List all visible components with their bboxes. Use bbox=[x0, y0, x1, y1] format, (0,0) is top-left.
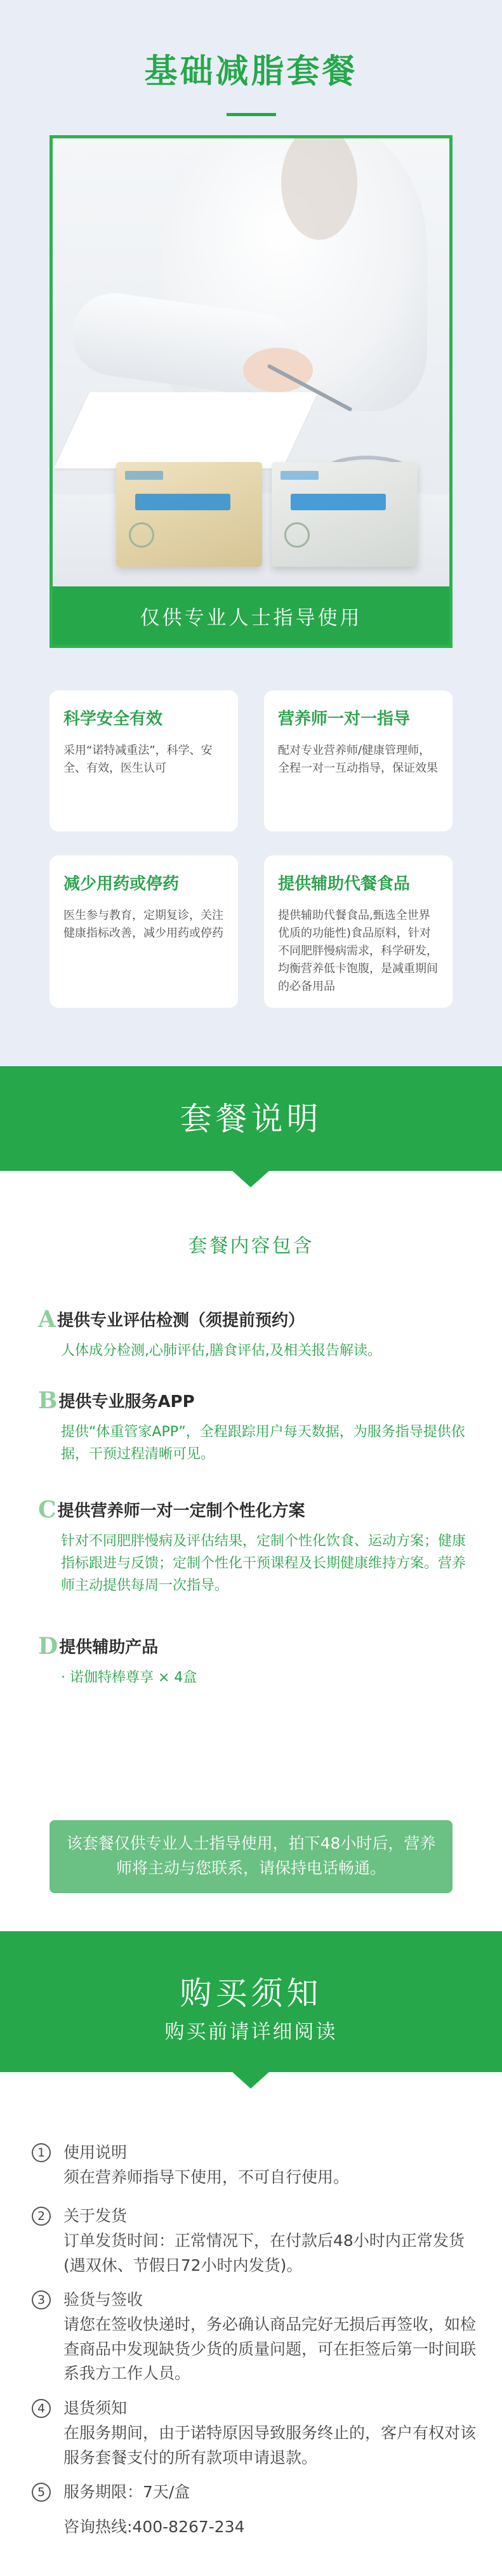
feature-desc: 配对专业营养师/健康管理师，全程一对一互动指导，保证效果 bbox=[278, 744, 438, 775]
product-logo bbox=[281, 471, 319, 480]
rule-text: 验货与签收 请您在签收快递时，务必确认商品完好无损后再签收，如检查商品中发现缺货少货的质量问题，可在拒签后第一时间联系我方工作人员。 bbox=[63, 2290, 477, 2383]
product-label-stripe bbox=[135, 494, 230, 510]
feature-card-nutritionist bbox=[264, 690, 452, 831]
section-title: 套餐说明 bbox=[180, 1100, 322, 1137]
product-seal-icon bbox=[129, 522, 154, 548]
hotline-text: 咨询热线:400-8267-234 bbox=[63, 2518, 245, 2536]
purchase-rule-inspection bbox=[32, 2288, 476, 2386]
package-item-a bbox=[38, 1307, 470, 1362]
purchase-rule-shipping bbox=[32, 2204, 476, 2278]
rule-text: 关于发货 订单发货时间：正常情况下，在付款后48小时内正常发货(遇双休、节假日72小时内发货)。 bbox=[63, 2207, 465, 2275]
down-arrow-icon bbox=[232, 1170, 270, 1187]
feature-card-medication bbox=[50, 855, 238, 1008]
feature-title: 科学安全有效 bbox=[63, 710, 163, 729]
product-box-silver bbox=[272, 462, 418, 567]
feature-title: 营养师一对一指导 bbox=[278, 710, 411, 729]
letter-b-icon: B bbox=[38, 1387, 58, 1414]
professional-use-banner: 仅供专业人士指导使用 bbox=[53, 586, 449, 645]
package-item-c bbox=[38, 1498, 470, 1597]
doctor-photo bbox=[53, 138, 449, 586]
package-subheading: 套餐内容包含 bbox=[188, 1235, 314, 1257]
product-photo-card bbox=[50, 135, 452, 648]
purchase-section-header bbox=[0, 1931, 502, 2072]
product-box-gold bbox=[116, 462, 262, 567]
feature-title: 减少用药或停药 bbox=[63, 875, 180, 894]
product-logo bbox=[125, 471, 163, 480]
usage-notice: 该套餐仅供专业人士指导使用，拍下48小时后，营养师将主动与您联系，请保持电话畅通。 bbox=[50, 1820, 452, 1893]
number-badge: 2 bbox=[32, 2207, 51, 2226]
item-body: 人体成分检测,心肺评估,膳食评估,及相关报告解读。 bbox=[61, 1343, 381, 1359]
feature-card-safety bbox=[50, 690, 238, 831]
title-underline bbox=[227, 113, 276, 116]
purchase-rule-usage bbox=[32, 2141, 476, 2190]
feature-title: 提供辅助代餐食品 bbox=[278, 875, 411, 894]
product-seal-icon bbox=[284, 522, 310, 548]
letter-d-icon: D bbox=[38, 1633, 58, 1660]
item-body: 提供“体重管家APP”，全程跟踪用户每天数据，为服务指导提供依据，干预过程清晰可见。 bbox=[61, 1424, 465, 1463]
purchase-rule-returns bbox=[32, 2396, 476, 2470]
number-badge: 3 bbox=[32, 2290, 51, 2309]
product-label-stripe bbox=[291, 494, 386, 510]
hero-section bbox=[0, 0, 502, 1066]
item-body: · 诺伽特棒尊享 × 4盒 bbox=[61, 1670, 197, 1686]
rule-text: 使用说明 须在营养师指导下使用，不可自行使用。 bbox=[63, 2143, 350, 2186]
section-title: 购买须知 bbox=[180, 1975, 322, 2012]
down-arrow-icon bbox=[232, 2071, 270, 2089]
number-badge: 1 bbox=[32, 2143, 51, 2162]
item-title: 提供专业评估检测（须提前预约） bbox=[56, 1311, 305, 1330]
rule-text: 退货须知 在服务期间，由于诺特原因导致服务终止的，客户有权对该服务套餐支付的所有款项申请退款。 bbox=[63, 2399, 477, 2467]
package-item-b bbox=[38, 1389, 470, 1465]
section-subtitle: 购买前请详细阅读 bbox=[164, 2021, 338, 2044]
letter-c-icon: C bbox=[38, 1496, 56, 1523]
package-item-d bbox=[38, 1634, 470, 1689]
item-title: 提供专业服务APP bbox=[58, 1392, 195, 1411]
item-title: 提供营养师一对一定制个性化方案 bbox=[57, 1502, 305, 1521]
feature-desc: 医生参与教育，定期复诊，关注健康指标改善，减少用药或停药 bbox=[63, 909, 223, 940]
feature-desc: 提供辅助代餐食品,甄选全世界优质的功能性)食品原料，针对不同肥胖慢病需求，科学研发，均衡营养低卡饱腹，是减重期间的必备用品 bbox=[278, 909, 438, 993]
letter-a-icon: A bbox=[38, 1306, 56, 1333]
item-title: 提供辅助产品 bbox=[59, 1638, 159, 1657]
rule-text: 服务期限：7天/盒 bbox=[63, 2483, 190, 2501]
package-section-header bbox=[0, 1066, 502, 1171]
item-body: 针对不同肥胖慢病及评估结果，定制个性化饮食、运动方案；健康指标跟进与反馈；定制个性化干预课程及长期健康维持方案。营养师主动提供每周一次指导。 bbox=[61, 1533, 466, 1594]
page-title: 基础减脂套餐 bbox=[144, 53, 358, 91]
feature-desc: 采用“诺特减重法”，科学、安全、有效，医生认可 bbox=[63, 744, 213, 775]
number-badge: 4 bbox=[32, 2399, 51, 2418]
paper-shape bbox=[54, 392, 318, 468]
number-badge: 5 bbox=[32, 2483, 51, 2502]
feature-card-meal-replacement bbox=[264, 855, 452, 1008]
purchase-rule-service-period bbox=[32, 2480, 476, 2505]
